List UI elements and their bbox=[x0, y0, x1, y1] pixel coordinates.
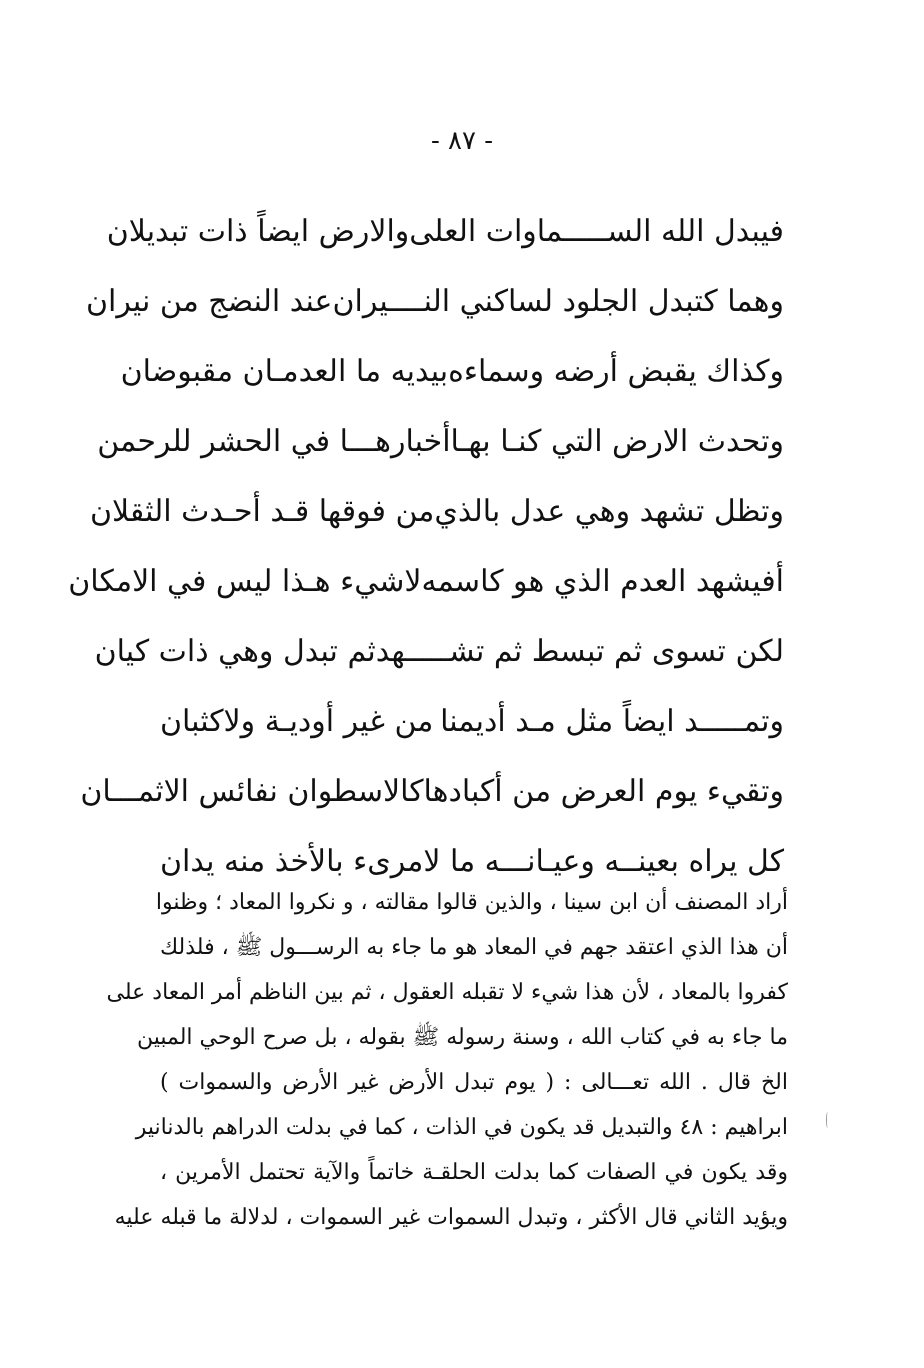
second-hemistich: والارض ايضاً ذات تبديلان bbox=[106, 213, 410, 249]
commentary-line: ما جاء به في كتاب الله ، وسنة رسوله ﷺ بقوله ، بل صرح الوحي المبين bbox=[136, 1025, 788, 1050]
verse bbox=[94, 616, 784, 686]
first-hemistich: لكن تسوى ثم تبسط ثم تشـــــهد bbox=[375, 633, 784, 669]
commentary bbox=[106, 880, 788, 1240]
first-hemistich: وهما كتبدل الجلود لساكني النــــيران bbox=[332, 283, 784, 319]
page-number: - ٨٧ - bbox=[430, 126, 494, 156]
commentary-line: أراد المصنف أن ابن سينا ، والذين قالوا مقالته ، و نكروا المعاد ؛ وظنوا bbox=[155, 890, 788, 915]
second-hemistich: كالاسطوان نفائس الاثمـــان bbox=[80, 773, 424, 809]
verse bbox=[120, 336, 784, 406]
margin-mark bbox=[826, 1112, 829, 1128]
verse bbox=[106, 196, 784, 266]
first-hemistich: وتظل تشهد وهي عدل بالذي bbox=[434, 493, 784, 529]
first-hemistich: كل يراه بعينــه وعيـانـــه bbox=[484, 843, 784, 879]
commentary-line: ويؤيد الثاني قال الأكثر ، وتبدل السموات غير السموات ، لدلالة ما قبله عليه bbox=[114, 1205, 788, 1230]
commentary-line: ابراهيم : ٤٨ والتبديل قد يكون في الذات ، كما في بدلت الدراهم بالدنانير bbox=[135, 1115, 788, 1140]
second-hemistich: لاشيء هـذا ليس في الامكان bbox=[68, 563, 422, 599]
first-hemistich: وتمـــــد ايضاً مثل مـد أديمنا bbox=[440, 703, 784, 739]
verse bbox=[97, 406, 784, 476]
second-hemistich: أخبارهـــا في الحشر للرحمن bbox=[97, 423, 451, 459]
first-hemistich: فيبدل الله الســـــماوات العلى bbox=[409, 213, 784, 249]
first-hemistich: أفيشهد العدم الذي هو كاسمه bbox=[421, 563, 784, 599]
first-hemistich: وكذاك يقبض أرضه وسماءه bbox=[448, 353, 784, 389]
verse bbox=[80, 756, 784, 826]
poem-verses bbox=[68, 196, 784, 896]
verse bbox=[160, 686, 784, 756]
first-hemistich: وتحدث الارض التي كنـا بهـا bbox=[450, 423, 784, 459]
second-hemistich: من فوقها قـد أحـدث الثقلان bbox=[90, 493, 435, 529]
commentary-line: أن هذا الذي اعتقد جهم في المعاد هو ما جاء به الرســـول ﷺ ، فلذلك bbox=[160, 935, 788, 960]
second-hemistich: ما لامرىء بالأخذ منه يدان bbox=[160, 843, 476, 879]
second-hemistich: بيديه ما العدمـان مقبوضان bbox=[120, 353, 449, 389]
second-hemistich: عند النضج من نيران bbox=[86, 283, 333, 319]
verse bbox=[68, 546, 784, 616]
commentary-line: الخ قال . الله تعـــالى : ( يوم تبدل الأرض غير الأرض والسموات ) bbox=[160, 1070, 788, 1095]
second-hemistich: من غير أوديـة ولاكثبان bbox=[160, 703, 434, 739]
verse bbox=[86, 266, 784, 336]
second-hemistich: ثم تبدل وهي ذات كيان bbox=[94, 633, 376, 669]
commentary-line: وقد يكون في الصفات كما بدلت الحلقـة خاتماً والآية تحتمل الأمرين ، bbox=[160, 1160, 788, 1185]
commentary-line: كفروا بالمعاد ، لأن هذا شيء لا تقبله العقول ، ثم بين الناظم أمر المعاد على bbox=[106, 980, 788, 1005]
verse bbox=[90, 476, 784, 546]
first-hemistich: وتقيء يوم العرض من أكبادها bbox=[423, 773, 784, 809]
